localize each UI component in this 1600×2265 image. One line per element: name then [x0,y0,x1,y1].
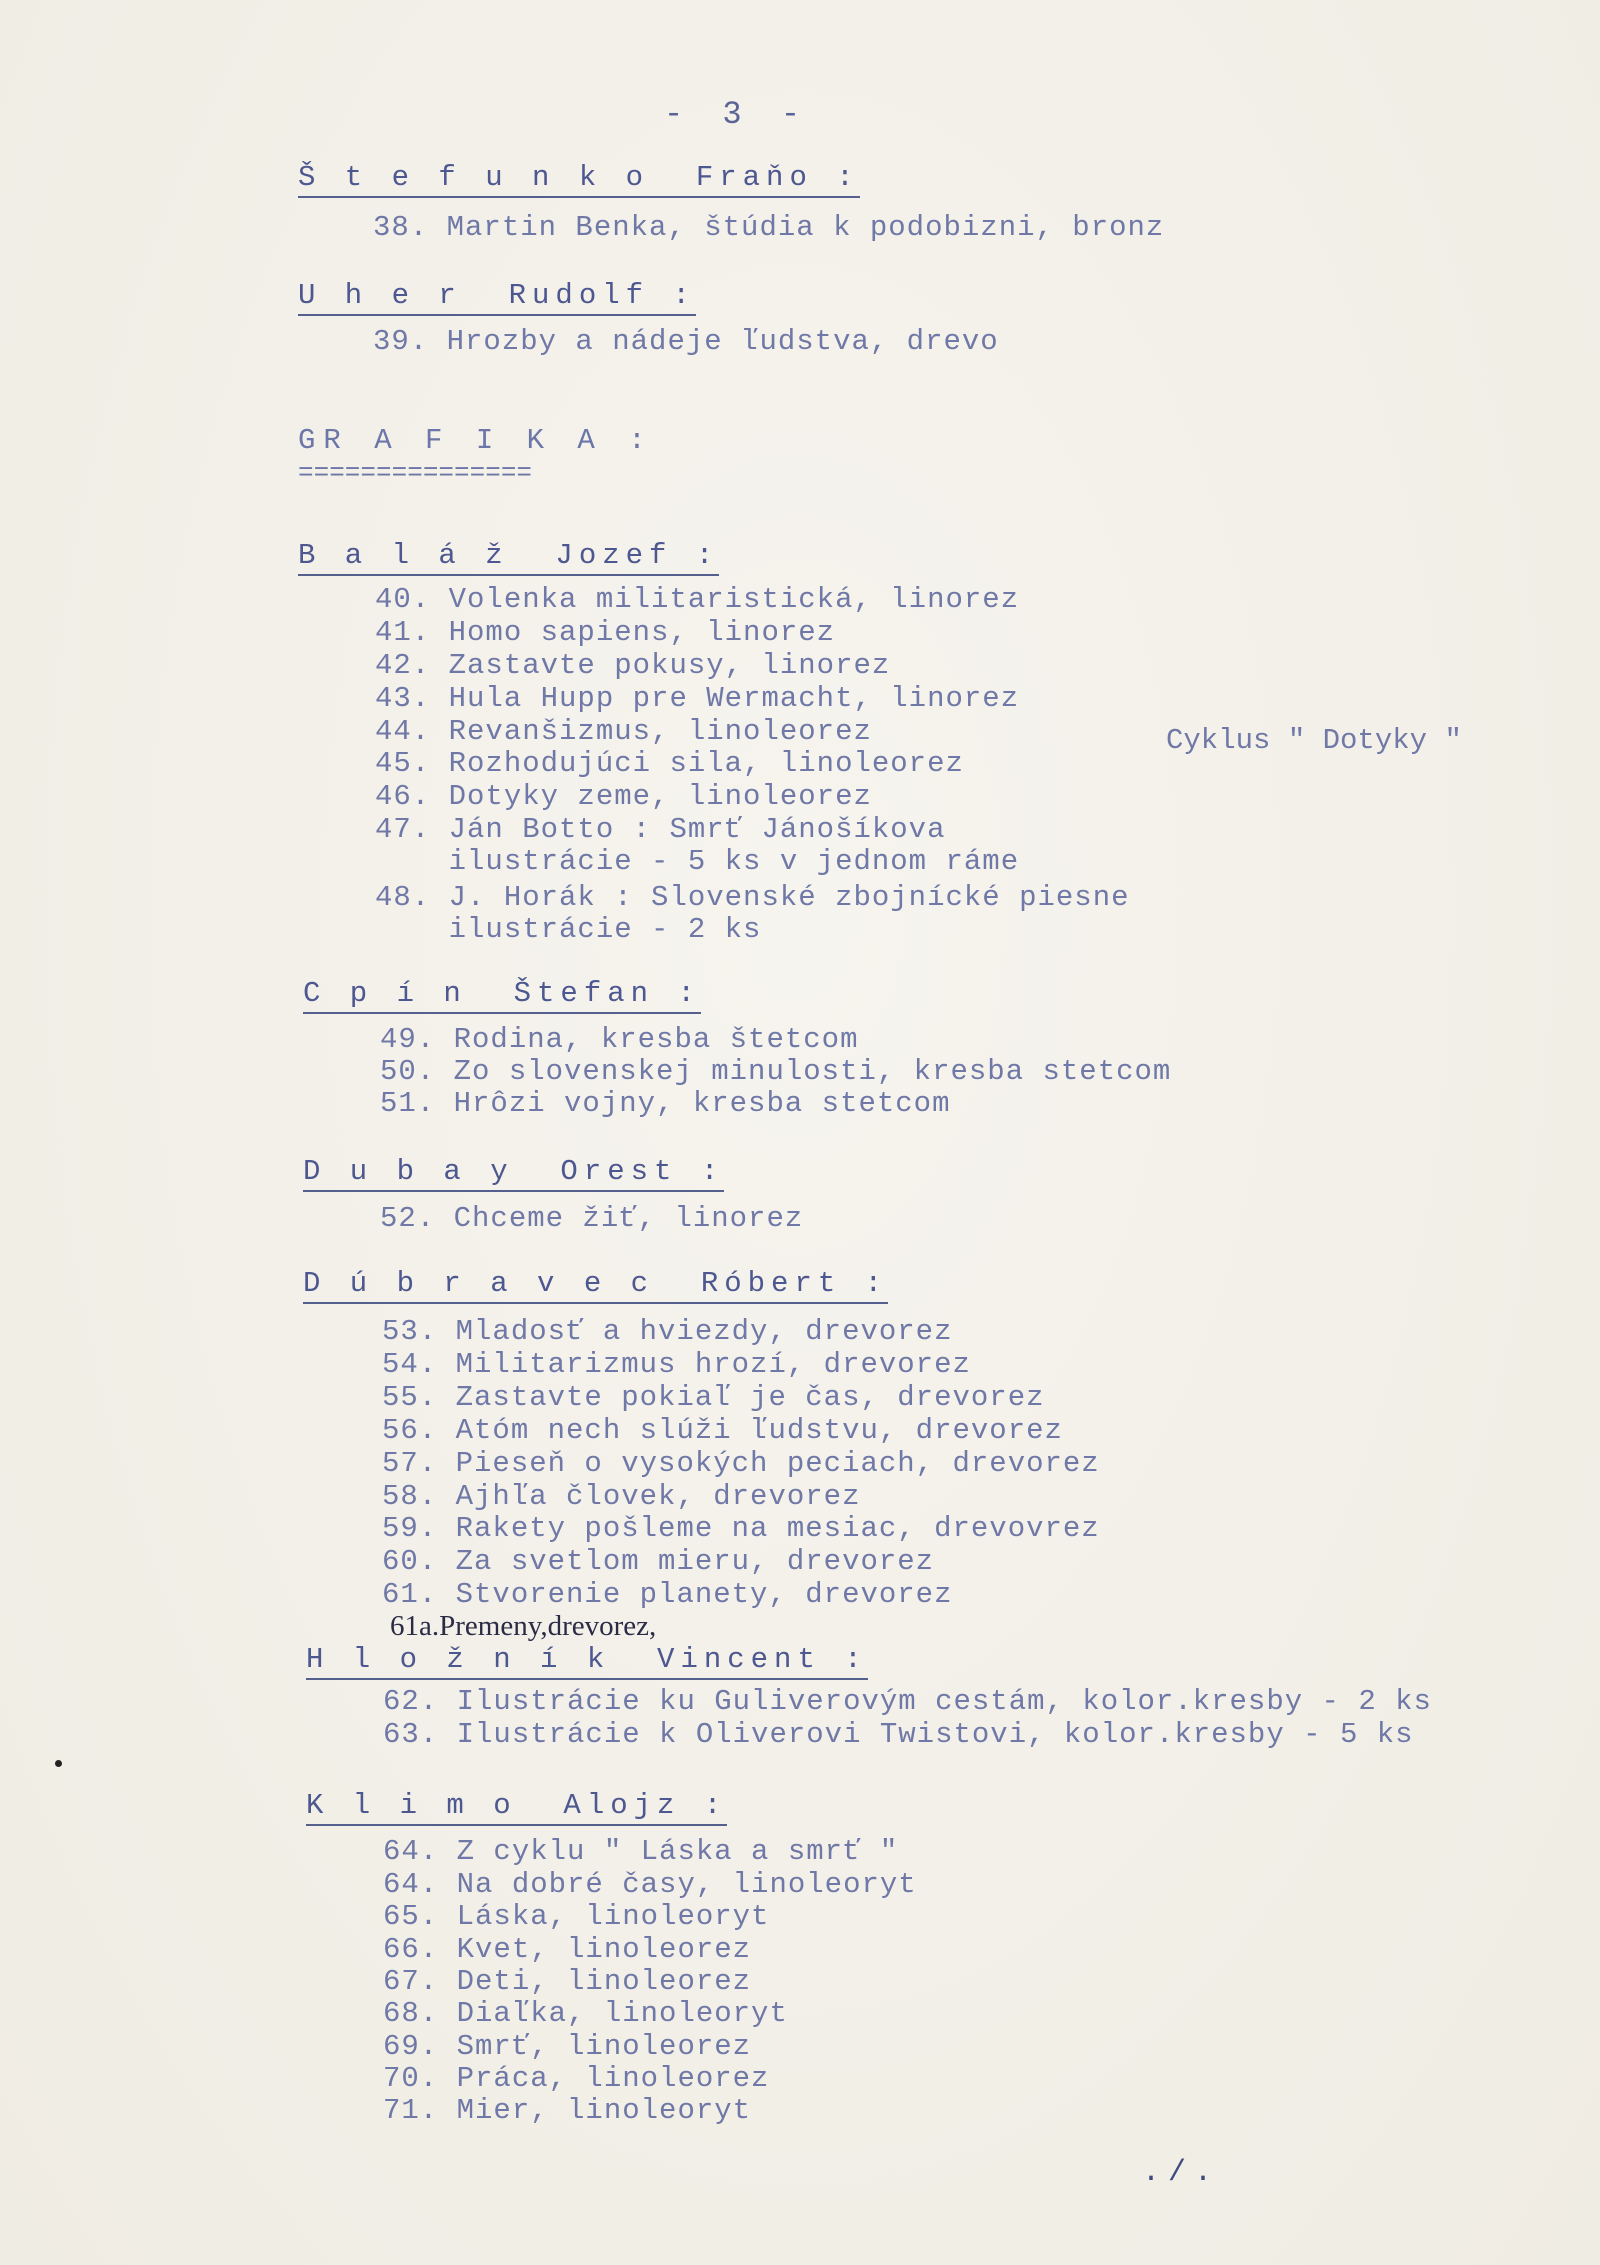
list-item: 70. Práca, linoleorez [383,2062,770,2095]
list-item: 71. Mier, linoleoryt [383,2094,752,2127]
list-item: 45. Rozhodujúci sila, linoleorez [375,747,964,780]
list-item: 41. Homo sapiens, linorez [375,616,836,649]
list-item: 49. Rodina, kresba štetcom [380,1023,859,1056]
list-item: 65. Láska, linoleoryt [383,1900,770,1933]
section-underline: =============== [298,458,533,488]
artist-heading-dubay: D u b a y Orest : [303,1156,724,1192]
list-item: 44. Revanšizmus, linoleorez [375,715,872,748]
list-item: 53. Mladosť a hviezdy, drevorez [382,1315,953,1348]
list-item: 46. Dotyky zeme, linoleorez [375,780,872,813]
list-item: 66. Kvet, linoleorez [383,1933,752,1966]
list-item: 67. Deti, linoleorez [383,1965,752,1998]
list-item: 57. Pieseň o vysokých peciach, drevorez [382,1447,1100,1480]
list-item: 42. Zastavte pokusy, linorez [375,649,891,682]
list-item: 69. Smrť, linoleorez [383,2030,752,2063]
list-item: 64. Z cyklu " Láska a smrť " [383,1835,899,1868]
list-item: 39. Hrozby a nádeje ľudstva, drevo [373,325,999,358]
section-title: GR A F I K A : [298,424,654,457]
page-number: - 3 - [664,96,811,133]
list-item: 51. Hrôzi vojny, kresba stetcom [380,1087,951,1120]
cycle-note: Cyklus " Dotyky " [1166,724,1462,757]
artist-heading-balaz: B a l á ž Jozef : [298,540,719,576]
list-item: 63. Ilustrácie k Oliverovi Twistovi, kolor.kresby - 5 ks [383,1718,1414,1751]
list-item: ilustrácie - 5 ks v jednom ráme [375,845,1020,878]
list-item: 56. Atóm nech slúži ľudstvu, drevorez [382,1414,1063,1447]
list-item: 54. Militarizmus hrozí, drevorez [382,1348,971,1381]
list-item: 47. Ján Botto : Smrť Jánošíkova [375,813,946,846]
list-item: 64. Na dobré časy, linoleoryt [383,1868,917,1901]
list-item: 38. Martin Benka, štúdia k podobizni, bronz [373,211,1165,244]
handwritten-addition: 61a.Premeny,drevorez, [390,1610,657,1642]
list-item: 58. Ajhľa človek, drevorez [382,1480,861,1513]
artist-heading-uher: U h e r Rudolf : [298,280,696,316]
artist-heading-stefunko: Š t e f u n k o Fraňo : [298,162,860,198]
artist-heading-hloznik: H l o ž n í k Vincent : [306,1644,868,1680]
list-item: 40. Volenka militaristická, linorez [375,583,1020,616]
continuation-mark: ./. [1142,2156,1221,2190]
list-item: 60. Za svetlom mieru, drevorez [382,1545,935,1578]
list-item: 61. Stvorenie planety, drevorez [382,1578,953,1611]
list-item: 50. Zo slovenskej minulosti, kresba stetcom [380,1055,1172,1088]
artist-heading-dubravec: D ú b r a v e c Róbert : [303,1268,888,1304]
list-item: 43. Hula Hupp pre Wermacht, linorez [375,682,1020,715]
artist-heading-klimo: K l i m o Alojz : [306,1790,727,1826]
artist-heading-cpin: C p í n Štefan : [303,978,701,1014]
list-item: ilustrácie - 2 ks [375,913,762,946]
list-item: 62. Ilustrácie ku Guliverovým cestám, kolor.kresby - 2 ks [383,1685,1432,1718]
list-item: 55. Zastavte pokiaľ je čas, drevorez [382,1381,1045,1414]
list-item: 48. J. Horák : Slovenské zbojnícké piesne [375,881,1130,914]
stray-dot-mark [55,1760,62,1767]
list-item: 59. Rakety pošleme na mesiac, drevovrez [382,1512,1100,1545]
list-item: 52. Chceme žiť, linorez [380,1202,804,1235]
list-item: 68. Diaľka, linoleoryt [383,1997,788,2030]
